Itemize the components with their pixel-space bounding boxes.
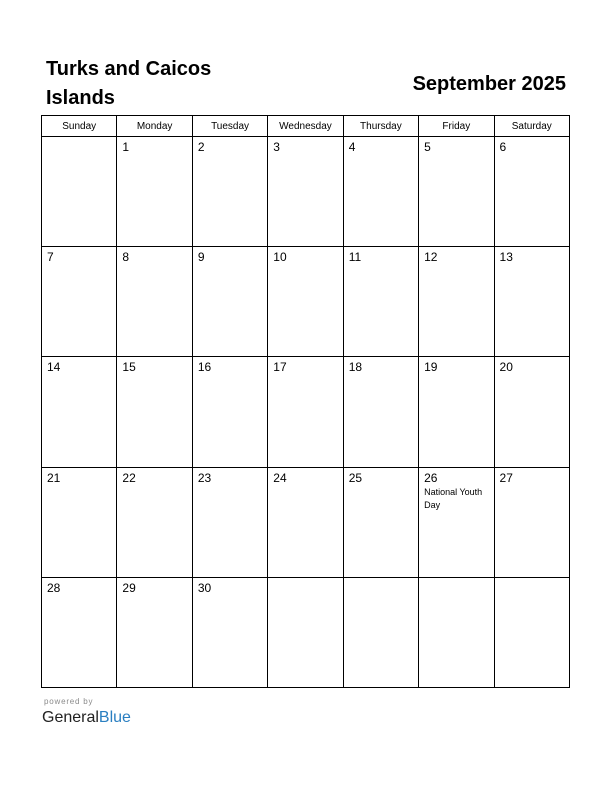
weekday-thursday: Thursday	[343, 116, 418, 137]
day-number: 6	[499, 140, 507, 154]
brand-blue-text: Blue	[98, 709, 131, 726]
day-number: 9	[197, 250, 205, 265]
week-row	[42, 247, 570, 357]
holiday-label: National Youth Day	[424, 486, 483, 510]
day-cell	[42, 247, 117, 357]
day-cell	[268, 577, 343, 687]
weekday-saturday: Saturday	[494, 116, 569, 137]
day-cell	[117, 357, 192, 467]
day-number: 13	[499, 250, 513, 265]
day-cell	[42, 577, 117, 687]
day-number: 22	[122, 470, 136, 485]
day-number: 12	[424, 250, 438, 265]
day-cell	[192, 357, 267, 467]
day-number: 16	[197, 360, 212, 375]
day-cell	[419, 577, 494, 687]
weekday-header-row	[42, 116, 570, 137]
day-cell	[494, 247, 569, 357]
week-row	[42, 357, 570, 467]
day-cell	[268, 357, 343, 467]
calendar-grid	[41, 115, 570, 688]
day-number: 10	[273, 250, 287, 265]
day-cell	[343, 247, 418, 357]
day-cell	[117, 247, 192, 357]
powered-by-text: powered by	[44, 697, 94, 706]
day-number: 15	[122, 360, 136, 375]
generalblue-logo[interactable]	[42, 708, 131, 728]
day-number: 2	[197, 140, 205, 154]
day-number: 14	[47, 360, 61, 375]
day-cell	[343, 137, 418, 247]
day-number: 3	[273, 140, 280, 154]
week-row	[42, 467, 570, 577]
day-cell	[117, 577, 192, 687]
day-cell	[42, 467, 117, 577]
day-cell	[117, 467, 192, 577]
day-number: 7	[47, 250, 54, 265]
month-title: September 2025	[412, 73, 566, 95]
day-cell	[117, 137, 192, 247]
day-number: 25	[348, 470, 363, 485]
day-cell	[268, 137, 343, 247]
day-cell	[494, 357, 569, 467]
weekday-wednesday: Wednesday	[268, 116, 343, 137]
week-row	[42, 577, 570, 687]
day-cell	[192, 137, 267, 247]
day-number: 18	[348, 360, 363, 375]
day-cell	[343, 467, 418, 577]
day-number: 1	[122, 140, 130, 154]
day-cell	[268, 247, 343, 357]
day-cell	[494, 467, 569, 577]
day-cell	[419, 247, 494, 357]
brand-general-text: General	[42, 709, 99, 726]
week-row	[42, 137, 570, 247]
day-number: 23	[197, 470, 212, 485]
day-cell	[419, 357, 494, 467]
day-number: 20	[499, 360, 513, 375]
day-number: 27	[499, 470, 513, 485]
day-number: 28	[47, 580, 61, 595]
day-cell	[268, 467, 343, 577]
day-number: 11	[348, 250, 362, 265]
day-number: 4	[348, 140, 356, 154]
day-number: 8	[122, 250, 130, 265]
footer-branding	[42, 697, 131, 728]
day-number: 29	[122, 580, 136, 595]
weekday-monday: Monday	[117, 116, 192, 137]
day-number: 21	[47, 470, 61, 485]
weekday-friday: Friday	[419, 116, 494, 137]
day-cell	[192, 577, 267, 687]
day-cell	[192, 247, 267, 357]
day-number: 26	[424, 470, 438, 485]
day-cell	[42, 357, 117, 467]
day-number: 24	[273, 470, 287, 485]
weekday-tuesday: Tuesday	[192, 116, 267, 137]
day-cell	[494, 577, 569, 687]
day-number: 17	[273, 360, 287, 375]
day-number: 19	[424, 360, 438, 375]
day-cell	[494, 137, 569, 247]
country-title: Turks and Caicos Islands	[46, 58, 212, 109]
day-cell	[343, 577, 418, 687]
day-cell	[343, 357, 418, 467]
weekday-sunday: Sunday	[42, 116, 117, 137]
day-cell	[419, 137, 494, 247]
day-cell	[419, 467, 494, 577]
day-number: 30	[197, 580, 212, 595]
day-number: 5	[424, 140, 431, 154]
day-cell	[42, 137, 117, 247]
day-cell	[192, 467, 267, 577]
